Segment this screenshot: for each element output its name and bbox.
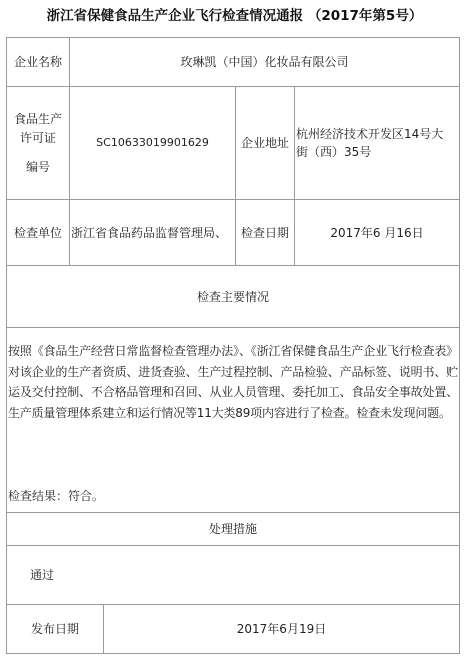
inspection-unit: 浙江省食品药品监督管理局、 <box>71 225 228 240</box>
company-address: 杭州经济技术开发区14号大街（西）35号 <box>296 127 444 159</box>
inspection-unit-label: 检查单位 <box>13 225 62 240</box>
inspection-details: 按照《食品生产经营日常监督检查管理办法》、《浙江省保健食品生产企业飞行检查表》对该企业的生产者资质、进货查验、生产过程控制、产品检验、产品标签、说明书、贮运及交付控制、不合格品管理和召回、从业人员管理、委托加工、食品安全事故处置、生产质量管理体系建立和运行情况等11大类89项内容进行了检查。检查未发现问题。 <box>8 344 458 420</box>
measures-value: 通过 <box>30 568 55 582</box>
main-section-heading: 检查主要情况 <box>196 289 269 304</box>
company-label: 企业名称 <box>13 55 62 69</box>
address-label: 企业地址 <box>240 136 289 150</box>
company-name: 玫琳凯（中国）化妆品有限公司 <box>180 55 349 69</box>
document-title: 浙江省保健食品生产企业飞行检查情况通报 （2017年第5号） <box>46 8 423 24</box>
publish-date: 2017年6月19日 <box>236 622 327 636</box>
license-number: SC10633019901629 <box>96 136 209 149</box>
inspection-result: 检查结果：符合。 <box>8 489 105 503</box>
measures-heading: 处理措施 <box>208 522 257 536</box>
license-label-line1: 食品生产 <box>13 111 62 126</box>
license-label-line2: 许可证 <box>19 130 56 145</box>
license-label-line3: 编号 <box>25 159 50 174</box>
row-divider <box>6 327 460 328</box>
license-label <box>7 87 69 199</box>
inspection-date: 2017年6 月16日 <box>330 225 424 240</box>
inspection-date-label: 检查日期 <box>240 225 289 240</box>
publish-date-label: 发布日期 <box>30 622 79 636</box>
